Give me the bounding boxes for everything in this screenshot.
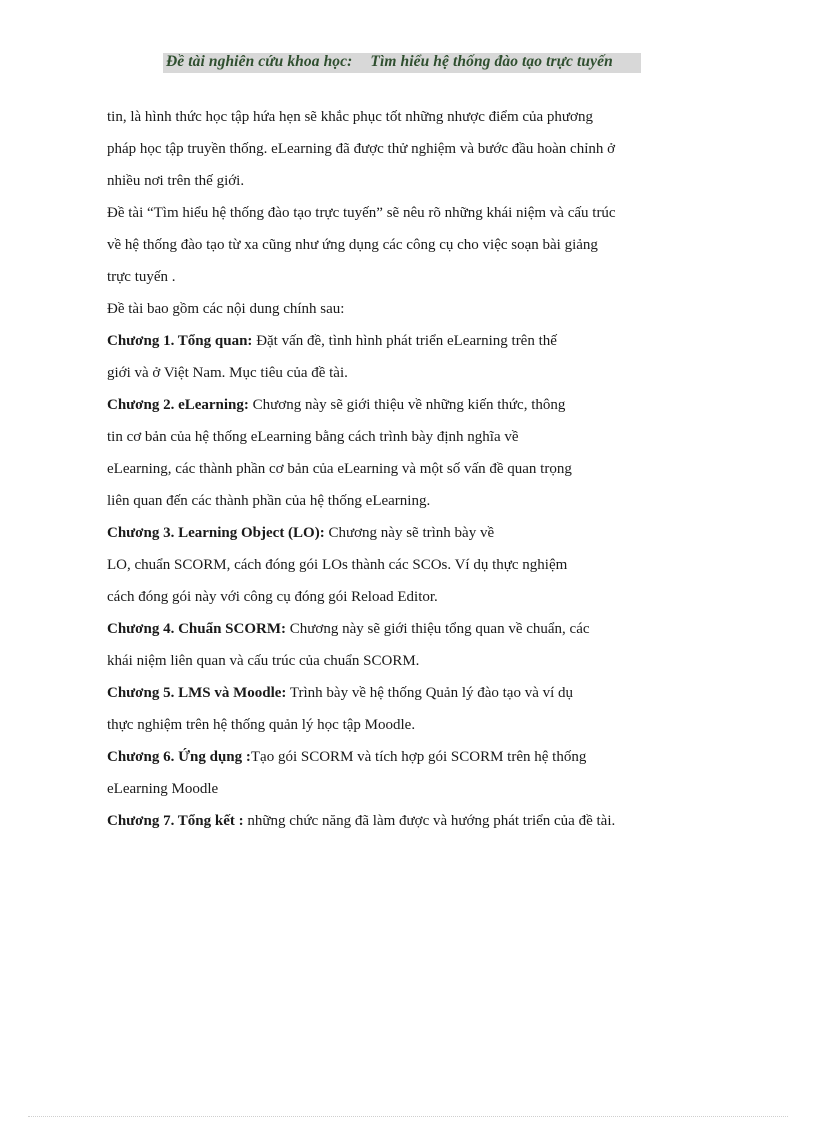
chapter-heading-line (107, 805, 707, 837)
chapter-heading-line (107, 613, 707, 645)
chapter-2 (107, 389, 707, 517)
body-line: eLearning, các thành phần cơ bản của eLearning và một số vấn đề quan trọng (107, 461, 572, 477)
chapter-text: Chương này sẽ giới thiệu tổng quan về chuẩn, các (286, 621, 590, 637)
body-line: trực tuyến . (107, 269, 176, 285)
chapter-title: Chương 2. eLearning: (107, 397, 249, 413)
chapter-text: Tạo gói SCORM và tích hợp gói SCORM trên hệ thống (250, 749, 587, 765)
body-line: khái niệm liên quan và cấu trúc của chuẩn SCORM. (107, 653, 420, 669)
body-line: cách đóng gói này với công cụ đóng gói Reload Editor. (107, 589, 438, 605)
chapter-heading-line (107, 517, 707, 549)
body-line: Đề tài bao gồm các nội dung chính sau: (107, 301, 345, 317)
chapter-title: Chương 3. Learning Object (LO): (107, 525, 325, 541)
body-line: liên quan đến các thành phần của hệ thống eLearning. (107, 493, 431, 509)
page-bottom-divider (28, 1116, 788, 1117)
chapter-1 (107, 325, 707, 389)
body-line: LO, chuẩn SCORM, cách đóng gói LOs thành các SCOs. Ví dụ thực nghiệm (107, 557, 568, 573)
header-topic: Tìm hiểu hệ thống đào tạo trực tuyến (370, 53, 613, 70)
chapter-3 (107, 517, 707, 613)
running-header (166, 53, 613, 71)
body-line: Đề tài “Tìm hiểu hệ thống đào tạo trực tuyến” sẽ nêu rõ những khái niệm và cấu trúc (107, 205, 616, 221)
chapter-text: những chức năng đã làm được và hướng phát triển của đề tài. (243, 813, 616, 829)
chapter-heading-line (107, 325, 707, 357)
document-body (107, 101, 707, 837)
chapter-title: Chương 1. Tổng quan: (107, 333, 253, 349)
chapter-text: Trình bày về hệ thống Quản lý đào tạo và ví dụ (286, 685, 574, 701)
body-line: pháp học tập truyền thống. eLearning đã được thử nghiệm và bước đầu hoàn chỉnh ở (107, 141, 616, 157)
body-line: về hệ thống đào tạo từ xa cũng như ứng dụng các công cụ cho việc soạn bài giảng (107, 237, 598, 253)
chapter-text: Đặt vấn đề, tình hình phát triển eLearning trên thế (252, 333, 557, 349)
chapter-5 (107, 677, 707, 741)
body-line: thực nghiệm trên hệ thống quản lý học tập Moodle. (107, 717, 416, 733)
body-line: nhiều nơi trên thế giới. (107, 173, 245, 189)
chapter-heading-line (107, 741, 707, 773)
intro-section (107, 101, 707, 325)
header-label: Đề tài nghiên cứu khoa học: (166, 53, 353, 70)
chapter-4 (107, 613, 707, 677)
body-line: tin, là hình thức học tập hứa hẹn sẽ khắc phục tốt những nhược điểm của phương (107, 109, 593, 125)
body-line: giới và ở Việt Nam. Mục tiêu của đề tài. (107, 365, 348, 381)
body-line: eLearning Moodle (107, 781, 219, 797)
chapter-title: Chương 6. Ứng dụng : (107, 749, 251, 765)
chapter-7 (107, 805, 707, 837)
chapter-title: Chương 4. Chuẩn SCORM: (107, 621, 287, 637)
chapter-title: Chương 5. LMS và Moodle: (107, 685, 287, 701)
chapter-text: Chương này sẽ trình bày về (324, 525, 495, 541)
chapter-heading-line (107, 389, 707, 421)
body-line: tin cơ bản của hệ thống eLearning bằng cách trình bày định nghĩa về (107, 429, 519, 445)
chapter-6 (107, 741, 707, 805)
chapter-text: Chương này sẽ giới thiệu về những kiến thức, thông (248, 397, 566, 413)
chapter-title: Chương 7. Tổng kết : (107, 813, 244, 829)
chapter-heading-line (107, 677, 707, 709)
